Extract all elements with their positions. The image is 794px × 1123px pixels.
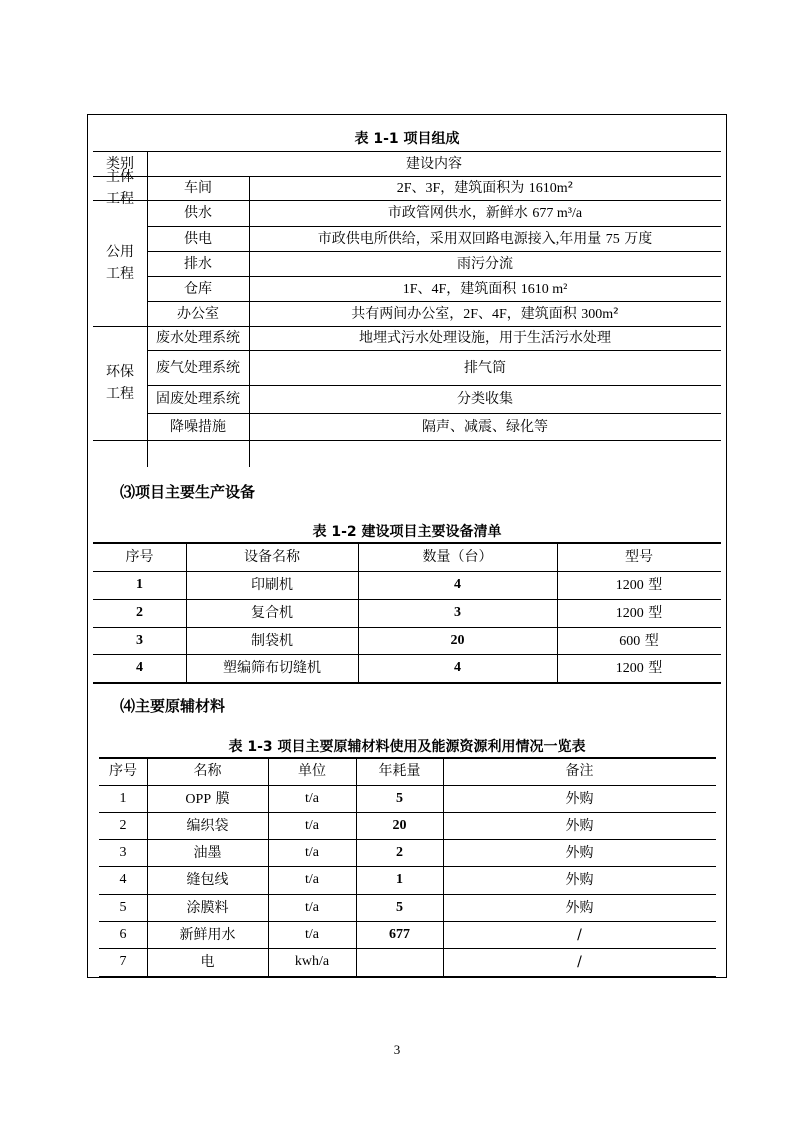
table-1-1-item-name: 车间 <box>184 180 212 196</box>
table-1-2-cell: 1200 型 <box>615 605 663 621</box>
table-1-2-cell: 3 <box>454 605 461 620</box>
table-1-3-cell: 外购 <box>565 899 594 916</box>
table-1-2-row-rule <box>93 682 721 684</box>
table-1-1-row-rule <box>147 413 721 414</box>
table-1-3-cell: 缝包线 <box>186 872 229 888</box>
table-1-1-item-name: 固废处理系统 <box>156 391 240 407</box>
table-1-2-row-rule <box>93 599 721 600</box>
table-1-3-col-rule <box>443 757 444 976</box>
table-1-3-cell: / <box>577 954 582 970</box>
table-1-3-col-rule <box>356 757 357 976</box>
table-1-2-cell: 2 <box>136 605 143 620</box>
table-1-1-header-category: 类别 <box>106 156 134 172</box>
table-1-3-cell: 3 <box>119 844 127 860</box>
table-1-1-item-name: 废气处理系统 <box>156 359 240 376</box>
table-1-3-cell: / <box>577 926 582 943</box>
table-1-2-row-rule <box>93 542 721 544</box>
table-1-1-row-rule <box>93 200 721 201</box>
table-1-3-cell: 外购 <box>565 844 594 861</box>
table-1-2-cell: 1200 型 <box>615 660 663 676</box>
table-1-3-row-rule <box>99 976 716 978</box>
table-1-3-cell: 20 <box>392 817 407 833</box>
table-1-2-cell: 4 <box>454 660 461 675</box>
table-1-1-category-line: 公用 <box>106 244 134 260</box>
table-1-3-cell: 外购 <box>565 790 594 807</box>
table-1-1-row-rule <box>93 326 721 327</box>
table-1-3-cell: t/a <box>305 899 319 915</box>
table-1-1-col-rule <box>249 176 250 467</box>
table-1-2-caption: 表 1-2 建设项目主要设备清单 <box>312 524 502 540</box>
table-1-1-item-content: 排气筒 <box>464 359 506 376</box>
table-1-1-item-content: 共有两间办公室，2F、4F，建筑面积 300m² <box>351 305 619 322</box>
table-1-1-row-rule <box>147 350 721 351</box>
table-1-3-cell: t/a <box>305 817 319 833</box>
table-1-2-cell: 4 <box>136 660 143 675</box>
table-1-3-cell: 电 <box>200 954 215 970</box>
table-1-3-cell: 5 <box>396 899 403 915</box>
table-1-3-cell: 新鲜用水 <box>179 926 236 943</box>
table-1-3-cell: t/a <box>305 872 319 887</box>
table-1-3-cell: OPP 膜 <box>185 790 230 807</box>
table-1-1-row-rule <box>147 251 721 252</box>
table-1-3-cell: 2 <box>396 844 403 860</box>
table-1-1-header-content: 建设内容 <box>406 156 462 172</box>
table-1-1-item-content: 分类收集 <box>457 391 513 407</box>
table-1-1-row-rule <box>147 385 721 386</box>
page-number: 3 <box>393 1042 401 1057</box>
table-1-3-row-rule <box>99 812 716 813</box>
table-1-3-cell: 677 <box>389 926 410 942</box>
table-1-3-cell: 4 <box>119 872 127 887</box>
table-1-2-row-rule <box>93 654 721 655</box>
table-1-3-header-cell: 单位 <box>298 763 326 779</box>
table-1-3-cell: 外购 <box>565 872 594 888</box>
table-1-3-row-rule <box>99 839 716 840</box>
table-1-3-cell: 编织袋 <box>186 817 229 834</box>
table-1-3-cell: 油墨 <box>193 844 222 861</box>
table-1-1-item-content: 2F、3F，建筑面积为 1610m² <box>396 180 574 196</box>
table-1-2-cell: 600 型 <box>619 632 659 649</box>
table-1-2-header-cell: 型号 <box>625 549 653 565</box>
table-1-3-row-rule <box>99 785 716 786</box>
table-1-3-cell: t/a <box>305 844 319 860</box>
table-1-2-cell: 1 <box>136 577 143 592</box>
table-1-3-cell: 涂膜料 <box>186 899 229 916</box>
table-1-3-header-cell: 序号 <box>109 763 137 779</box>
table-1-2-col-rule <box>186 542 187 682</box>
table-1-3-col-rule <box>268 757 269 976</box>
table-1-2-cell: 复合机 <box>251 605 293 621</box>
table-1-3-row-rule <box>99 894 716 895</box>
table-1-3-row-rule <box>99 921 716 922</box>
table-1-1-top-rule <box>93 151 721 152</box>
section-heading-materials: ⑷主要原辅材料 <box>120 697 226 715</box>
table-1-2-cell: 塑编筛布切缝机 <box>223 660 321 676</box>
table-1-1-item-content: 地埋式污水处理设施，用于生活污水处理 <box>359 330 611 346</box>
table-1-3-cell: 1 <box>119 790 127 806</box>
table-1-3-cell: 外购 <box>565 817 594 834</box>
table-1-1-item-content: 雨污分流 <box>457 255 513 272</box>
table-1-1-item-name: 供水 <box>184 205 212 221</box>
table-1-2-cell: 印刷机 <box>251 577 293 593</box>
table-1-1-row-rule <box>147 276 721 277</box>
table-1-3-cell: t/a <box>305 926 319 942</box>
table-1-1-item-name: 仓库 <box>184 280 212 297</box>
table-1-1-col-rule <box>147 151 148 467</box>
table-1-1-item-content: 市政供电所供给，采用双回路电源接入,年用量 75 万度 <box>317 230 653 247</box>
table-1-3-cell: 1 <box>396 872 403 887</box>
table-1-1-row-rule <box>93 440 721 441</box>
table-1-1-item-name: 废水处理系统 <box>156 330 240 346</box>
table-1-3-header-cell: 名称 <box>193 763 222 779</box>
table-1-1-header-rule <box>93 176 721 177</box>
table-1-2-header-cell: 数量（台） <box>422 549 493 565</box>
table-1-2-row-rule <box>93 627 721 628</box>
table-1-1-item-content: 市政管网供水，新鲜水 677 m³/a <box>387 205 583 221</box>
table-1-1-category-line: 主体 <box>106 169 134 185</box>
table-1-1-item-name: 降噪措施 <box>170 418 226 435</box>
section-heading-equipment: ⑶项目主要生产设备 <box>120 483 256 501</box>
table-1-2-col-rule <box>358 542 359 682</box>
table-1-3-row-rule <box>99 757 716 759</box>
table-1-1-item-content: 1F、4F，建筑面积 1610 m² <box>402 280 568 297</box>
table-1-2-col-rule <box>557 542 558 682</box>
table-1-1-category-line: 工程 <box>106 386 134 402</box>
table-1-1-item-name: 供电 <box>184 230 212 247</box>
table-1-1-category-line: 工程 <box>106 191 134 207</box>
table-1-3-cell: kwh/a <box>294 954 330 969</box>
table-1-1-category-line: 环保 <box>106 364 134 380</box>
table-1-1-item-content: 隔声、减震、绿化等 <box>422 418 548 435</box>
table-1-1-item-name: 排水 <box>184 255 212 272</box>
table-1-2-cell: 4 <box>454 577 461 592</box>
table-1-1-caption: 表 1-1 项目组成 <box>354 131 460 147</box>
table-1-3-row-rule <box>99 948 716 949</box>
table-1-3-header-cell: 备注 <box>565 763 594 779</box>
table-1-3-cell: t/a <box>305 790 319 806</box>
table-1-3-col-rule <box>147 757 148 976</box>
table-1-1-row-rule <box>147 301 721 302</box>
table-1-3-cell: 5 <box>119 899 127 915</box>
table-1-3-header-cell: 年耗量 <box>378 763 421 779</box>
table-1-1-row-rule <box>147 226 721 227</box>
table-1-1-category-line: 工程 <box>106 266 134 282</box>
table-1-2-cell: 3 <box>136 632 143 648</box>
table-1-3-cell: 7 <box>119 954 127 969</box>
table-1-2-header-cell: 序号 <box>125 549 154 565</box>
table-1-2-cell: 1200 型 <box>615 577 663 593</box>
table-1-3-row-rule <box>99 866 716 867</box>
table-1-3-cell: 6 <box>119 926 127 942</box>
table-1-2-cell: 制袋机 <box>251 632 293 649</box>
table-1-3-cell: 2 <box>119 817 127 833</box>
table-1-1-item-name: 办公室 <box>177 305 219 322</box>
table-1-2-row-rule <box>93 571 721 572</box>
table-1-3-caption: 表 1-3 项目主要原辅材料使用及能源资源利用情况一览表 <box>228 739 586 755</box>
table-1-3-cell: 5 <box>396 790 403 806</box>
table-1-2-cell: 20 <box>450 632 465 648</box>
table-1-2-header-cell: 设备名称 <box>244 549 300 565</box>
